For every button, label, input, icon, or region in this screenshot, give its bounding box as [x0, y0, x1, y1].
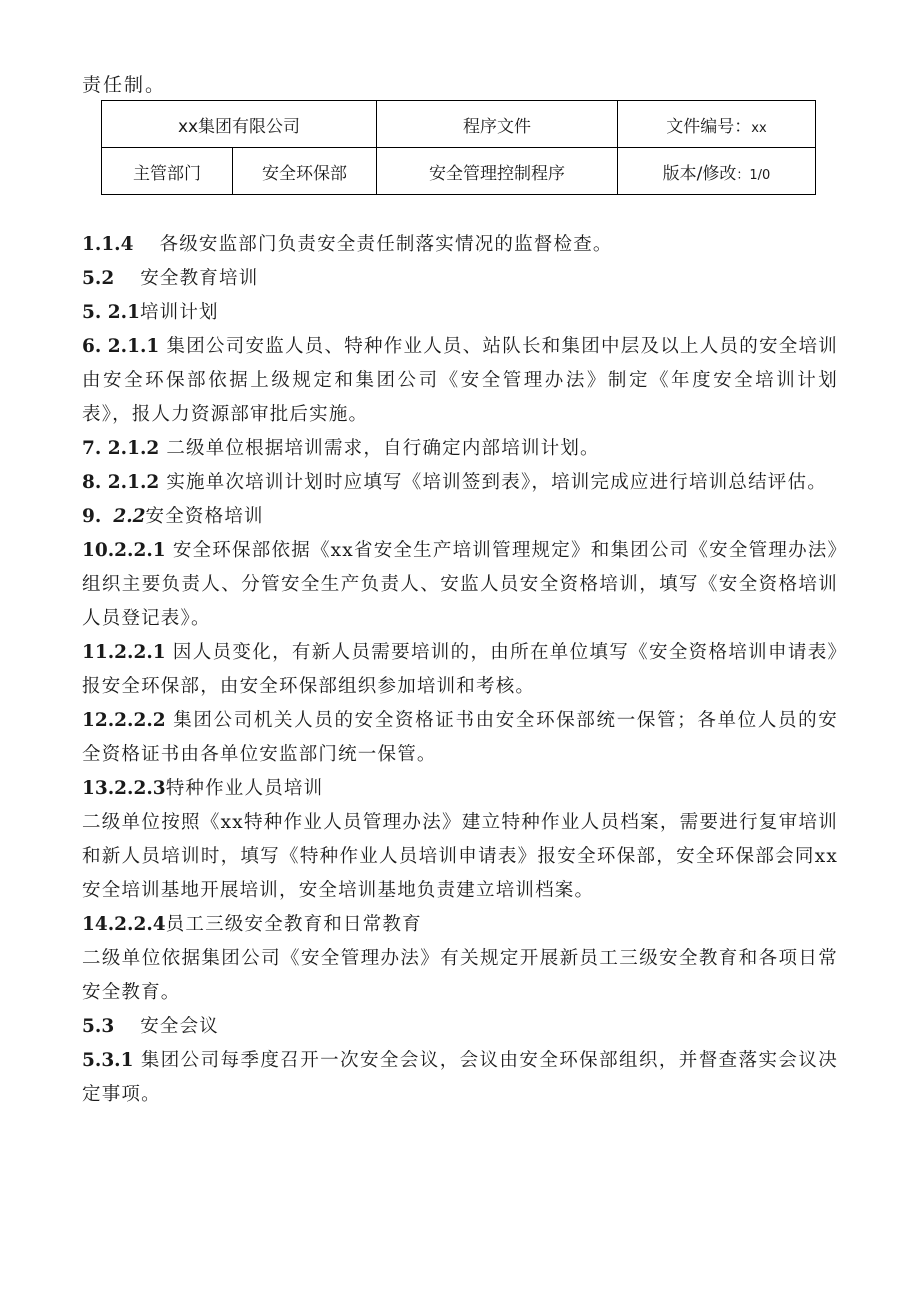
- section-text: 实施单次培训计划时应填写《培训签到表》，培训完成应进行培训总结评估。: [166, 472, 827, 493]
- department-value: 安全环保部: [233, 148, 377, 195]
- section-1-1-4: [82, 228, 838, 262]
- section-number: 7. 2.1.2: [82, 438, 160, 459]
- section-11-2-2-1: [82, 636, 838, 704]
- section-text: 特种作业人员培训: [165, 778, 324, 799]
- section-number: 10.2.2.1: [82, 540, 166, 561]
- section-text: 集团公司每季度召开一次安全会议，会议由安全环保部组织，并督查落实会议决定事项。: [82, 1050, 838, 1105]
- section-5-2: [82, 262, 838, 296]
- document-header-table: [101, 100, 816, 195]
- document-title: 安全管理控制程序: [377, 148, 618, 195]
- department-label: 主管部门: [102, 148, 233, 195]
- section-8-2-1-2: [82, 466, 838, 500]
- section-text: 培训计划: [139, 302, 219, 323]
- section-6-2-1-1: [82, 330, 838, 432]
- header-row-2: [102, 148, 816, 195]
- document-number-cell: [618, 101, 816, 148]
- section-text: 员工三级安全教育和日常教育: [165, 914, 422, 935]
- document-body: [82, 228, 838, 1112]
- document-number-label: 文件编号：: [666, 116, 752, 137]
- section-text: 安全教育培训: [140, 268, 259, 289]
- version-cell: [618, 148, 816, 195]
- section-5-2-1: [82, 296, 838, 330]
- section-text: 安全资格培训: [145, 506, 264, 527]
- section-14-2-2-4: [82, 908, 838, 942]
- section-text: 二级单位根据培训需求，自行确定内部培训计划。: [166, 438, 600, 459]
- section-number: 11.2.2.1: [82, 642, 166, 663]
- section-number: 12.2.2.2: [82, 710, 166, 731]
- section-number: 1.1.4: [82, 234, 134, 255]
- section-subnumber: 2.2: [113, 506, 146, 527]
- section-number: 9.: [82, 506, 102, 527]
- version-value: ：1/0: [736, 167, 771, 183]
- header-row-1: [102, 101, 816, 148]
- section-text: 安全环保部依据《xx省安全生产培训管理规定》和集团公司《安全管理办法》组织主要负责人、分管安全生产负责人、安监人员安全资格培训，填写《安全资格培训人员登记表》。: [82, 540, 838, 629]
- section-number: 5.3.1: [82, 1050, 134, 1071]
- section-5-3: [82, 1010, 838, 1044]
- section-text: 集团公司安监人员、特种作业人员、站队长和集团中层及以上人员的安全培训由安全环保部依据上级规定和集团公司《安全管理办法》制定《年度安全培训计划表》，报人力资源部审批后实施。: [82, 336, 838, 425]
- section-10-2-2-1: [82, 534, 838, 636]
- document-number-value: xx: [751, 120, 767, 136]
- carryover-text: 责任制。: [82, 74, 167, 96]
- section-number: 6. 2.1.1: [82, 336, 160, 357]
- document-type: 程序文件: [377, 101, 618, 148]
- version-label: 版本/修改: [662, 163, 737, 184]
- section-9-2-2: [82, 500, 838, 534]
- section-number: 5. 2.1: [82, 302, 140, 323]
- section-text: 各级安监部门负责安全责任制落实情况的监督检查。: [159, 234, 613, 255]
- section-7-2-1-2: [82, 432, 838, 466]
- section-number: 5.3: [82, 1016, 115, 1037]
- section-number: 14.2.2.4: [82, 914, 166, 935]
- section-text: 因人员变化，有新人员需要培训的，由所在单位填写《安全资格培训申请表》报安全环保部，由安全环保部组织参加培训和考核。: [82, 642, 838, 697]
- section-number: 8. 2.1.2: [82, 472, 160, 493]
- section-13-2-2-3: [82, 772, 838, 806]
- section-number: 5.2: [82, 268, 115, 289]
- section-text: 安全会议: [140, 1016, 219, 1037]
- paragraph-special-ops-training: 二级单位按照《xx特种作业人员管理办法》建立特种作业人员档案，需要进行复审培训和新人员培训时，填写《特种作业人员培训申请表》报安全环保部，安全环保部会同xx安全培训基地开展培训，安全培训基地负责建立培训档案。: [82, 812, 838, 901]
- section-text: 集团公司机关人员的安全资格证书由安全环保部统一保管；各单位人员的安全资格证书由各单位安监部门统一保管。: [82, 710, 838, 765]
- paragraph-three-level-education: 二级单位依据集团公司《安全管理办法》有关规定开展新员工三级安全教育和各项日常安全教育。: [82, 948, 838, 1003]
- company-name: xx集团有限公司: [102, 101, 377, 148]
- section-number: 13.2.2.3: [82, 778, 166, 799]
- section-5-3-1: [82, 1044, 838, 1112]
- section-12-2-2-2: [82, 704, 838, 772]
